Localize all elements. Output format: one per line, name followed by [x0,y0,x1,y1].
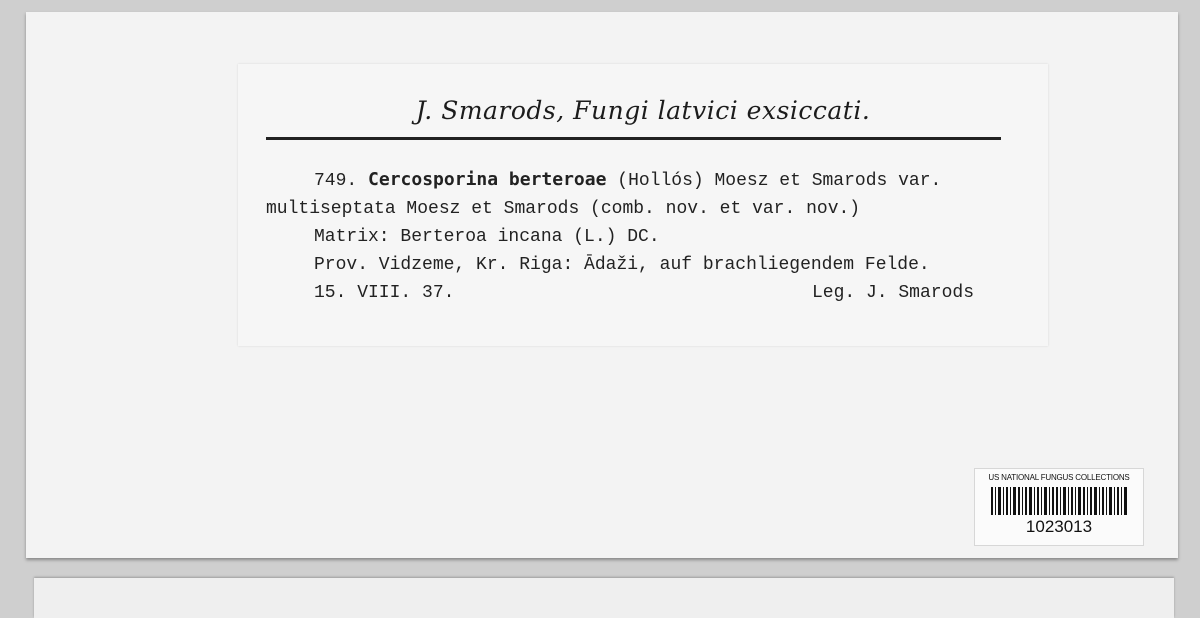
herbarium-sheet [26,12,1178,558]
entry-number: 749. [314,171,358,191]
next-sheet-edge [34,578,1174,618]
collection-date: 15. VIII. 37. [314,283,455,303]
collector: Leg. J. Smarods [811,283,974,303]
label-title: J. Smarods, Fungi latvici exsiccati. [415,96,871,125]
title-underline [266,137,1001,140]
taxon-authority-continued: multiseptata Moesz et Smarods (comb. nov. et var. nov.) [266,199,861,219]
date-collector-line [266,279,1006,307]
barcode-icon [991,487,1127,515]
matrix-line: Matrix: Berteroa incana (L.) DC. [314,227,660,247]
entry-first-line [266,166,1006,195]
label-entry [266,166,1006,307]
taxon-name: Cercosporina berteroae [368,169,607,190]
locality-line: Prov. Vidzeme, Kr. Riga: Ādaži, auf brachliegendem Felde. [314,255,930,275]
specimen-label [238,64,1048,346]
taxon-authority: (Hollós) Moesz et Smarods var. [617,171,942,191]
barcode-label [974,468,1144,546]
barcode-number: 1023013 [1025,517,1093,536]
barcode-caption: US NATIONAL FUNGUS COLLECTIONS [988,473,1130,482]
